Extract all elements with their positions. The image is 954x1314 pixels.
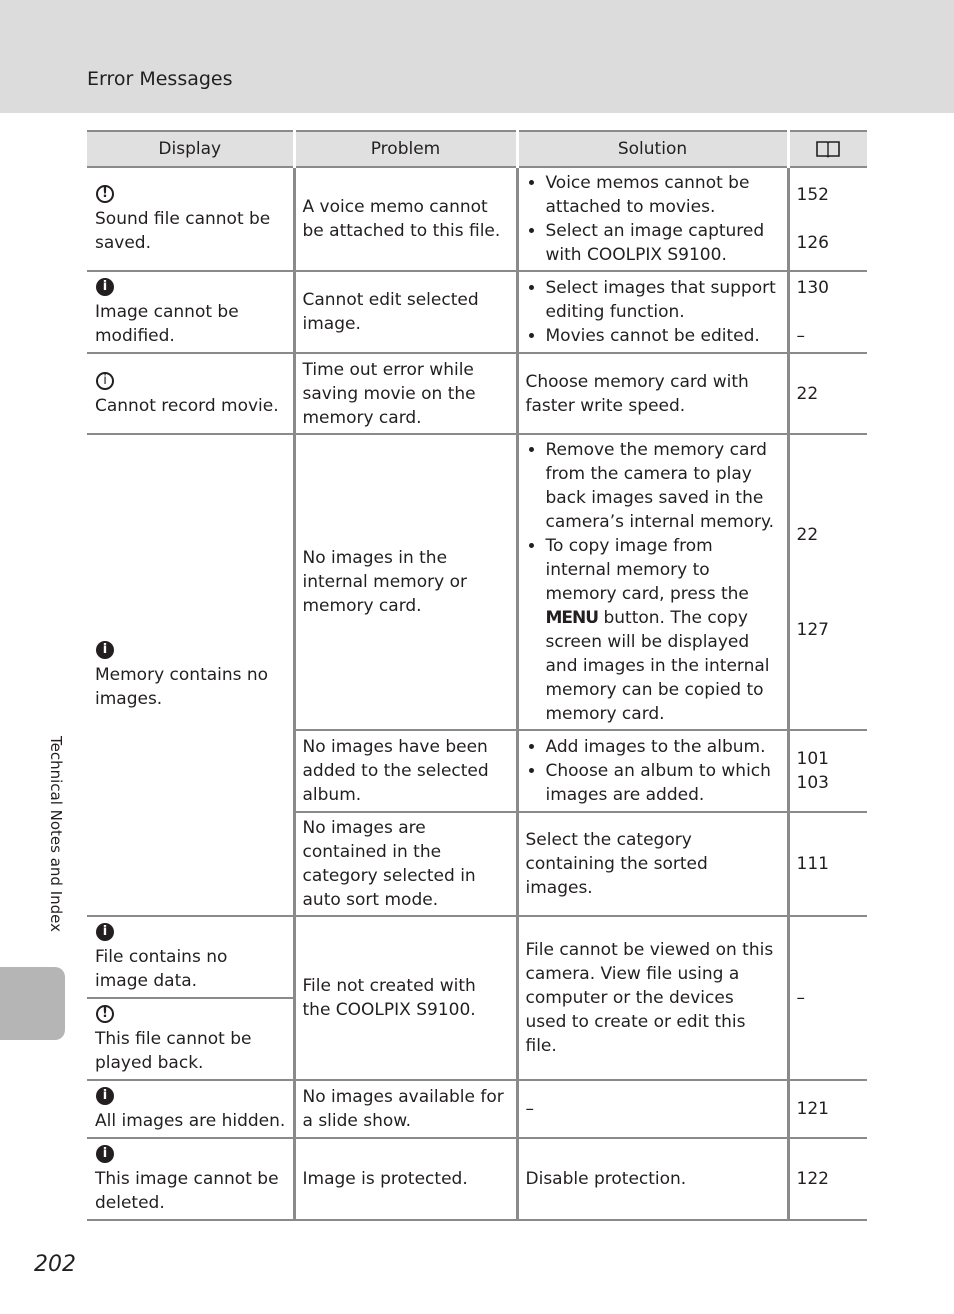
side-label: Technical Notes and Index <box>47 736 65 933</box>
solution-cell <box>517 730 788 812</box>
problem-cell: A voice memo cannot be attached to this file. <box>294 167 517 271</box>
problem-cell: No images have been added to the selected album. <box>294 730 517 812</box>
book-icon <box>815 139 841 159</box>
exclamation-circle-icon: ! <box>96 1005 114 1023</box>
solution-item: • Choose an album to which images are added. <box>546 759 780 807</box>
display-cell <box>87 434 294 916</box>
table-row <box>87 434 867 730</box>
page-ref[interactable]: 22 <box>796 524 819 545</box>
display-text: Image cannot be modified. <box>95 302 239 346</box>
problem-cell: Cannot edit selected image. <box>294 271 517 353</box>
header-solution: Solution <box>517 131 788 167</box>
page-ref[interactable]: 127 <box>796 619 829 640</box>
display-cell <box>87 998 294 1080</box>
problem-cell: File not created with the COOLPIX S9100. <box>294 916 517 1080</box>
page-ref[interactable]: 22 <box>796 383 819 404</box>
exclamation-circle-icon: ! <box>96 185 114 203</box>
page-ref[interactable]: 130 <box>796 278 829 298</box>
table-row <box>87 271 867 353</box>
page-ref[interactable]: 152 <box>796 185 829 205</box>
display-text: Memory contains no images. <box>95 665 269 709</box>
solution-cell: Select the category containing the sorted images. <box>517 812 788 916</box>
display-text: This file cannot be played back. <box>95 1029 252 1073</box>
display-cell <box>87 353 294 434</box>
solution-item: • Movies cannot be edited. <box>546 324 780 348</box>
ref-cell <box>788 167 867 271</box>
problem-cell: No images available for a slide show. <box>294 1080 517 1138</box>
page-ref: – <box>796 326 805 346</box>
menu-button-label: MENU <box>545 608 599 628</box>
table-row <box>87 1080 867 1138</box>
page-ref[interactable]: 121 <box>796 1099 829 1119</box>
info-outline-icon: i <box>96 372 114 390</box>
table-row <box>87 167 867 271</box>
solution-cell: Choose memory card with faster write speed. <box>517 353 788 434</box>
table-header-row <box>87 131 867 167</box>
table-row <box>87 1138 867 1220</box>
ref-cell <box>788 1138 867 1220</box>
page-ref[interactable]: 126 <box>796 233 829 253</box>
page-ref: – <box>796 988 805 1008</box>
page-ref[interactable]: 101 <box>796 749 829 769</box>
display-text: All images are hidden. <box>95 1111 286 1131</box>
page-ref[interactable]: 103 <box>796 773 829 793</box>
table-row <box>87 916 867 998</box>
header-problem: Problem <box>294 131 517 167</box>
header-band <box>0 0 954 113</box>
error-messages-table <box>87 130 867 1221</box>
solution-item-tail: button. The copy screen will be displayed and images in the internal memory can be copied to memory card. <box>545 608 770 724</box>
solution-item: • Select images that support editing function. <box>546 276 780 324</box>
info-filled-icon: i <box>96 923 114 941</box>
display-text: File contains no image data. <box>95 947 228 991</box>
section-title: Error Messages <box>87 68 233 90</box>
solution-item-text: To copy image from internal memory to memory card, press the <box>545 536 749 604</box>
display-cell <box>87 167 294 271</box>
solution-item: • Select an image captured with COOLPIX S9100. <box>546 219 780 267</box>
table-row <box>87 353 867 434</box>
solution-cell: Disable protection. <box>517 1138 788 1220</box>
problem-cell: No images in the internal memory or memory card. <box>294 434 517 730</box>
info-filled-icon: i <box>96 641 114 659</box>
side-tab[interactable] <box>0 967 65 1040</box>
display-cell <box>87 916 294 998</box>
display-text: Cannot record movie. <box>95 395 279 416</box>
solution-item: • Add images to the album. <box>546 735 780 759</box>
solution-cell <box>517 271 788 353</box>
solution-cell <box>517 167 788 271</box>
info-filled-icon: i <box>96 1145 114 1163</box>
info-filled-icon: i <box>96 1087 114 1105</box>
page-ref[interactable]: 111 <box>796 854 829 874</box>
ref-cell <box>788 1080 867 1138</box>
solution-cell: – <box>517 1080 788 1138</box>
problem-cell: Image is protected. <box>294 1138 517 1220</box>
display-cell <box>87 1080 294 1138</box>
ref-cell <box>788 271 867 353</box>
ref-cell <box>788 434 867 730</box>
ref-cell <box>788 353 867 434</box>
header-reference <box>788 131 867 167</box>
solution-cell <box>517 434 788 730</box>
problem-cell: No images are contained in the category selected in auto sort mode. <box>294 812 517 916</box>
display-text: This image cannot be deleted. <box>95 1169 279 1213</box>
solution-item <box>546 534 780 726</box>
page-ref[interactable]: 122 <box>796 1169 829 1189</box>
solution-item: • Voice memos cannot be attached to movies. <box>546 171 780 219</box>
solution-cell: File cannot be viewed on this camera. View file using a computer or the devices used to create or edit this file. <box>517 916 788 1080</box>
display-cell <box>87 1138 294 1220</box>
ref-cell <box>788 916 867 1080</box>
ref-cell <box>788 812 867 916</box>
page-number: 202 <box>34 1252 76 1277</box>
problem-cell: Time out error while saving movie on the memory card. <box>294 353 517 434</box>
solution-item: • Remove the memory card from the camera to play back images saved in the camera’s internal memory. <box>546 438 780 534</box>
ref-cell <box>788 730 867 812</box>
display-cell <box>87 271 294 353</box>
display-text: Sound file cannot be saved. <box>95 209 271 253</box>
info-filled-icon: i <box>96 278 114 296</box>
header-display: Display <box>87 131 294 167</box>
